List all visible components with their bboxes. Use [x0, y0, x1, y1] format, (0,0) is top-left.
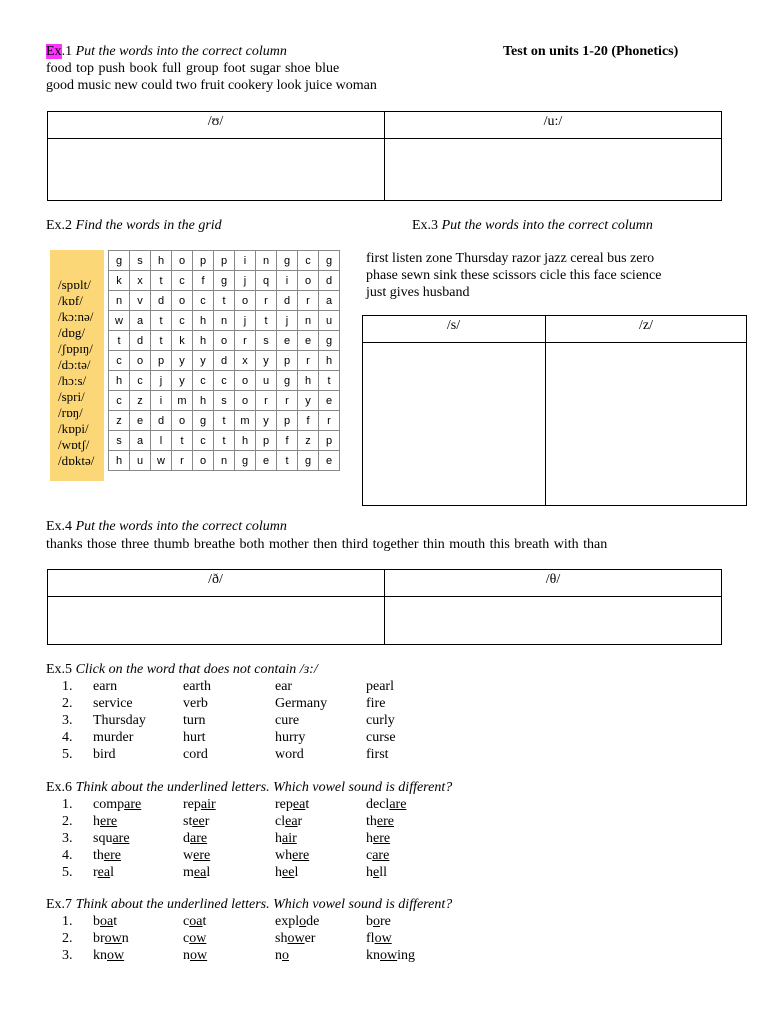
grid-cell: f: [277, 431, 298, 451]
word-option[interactable]: first: [366, 747, 389, 762]
underlined-letters: are: [112, 831, 130, 846]
grid-cell: o: [214, 331, 235, 351]
vowel-word: there: [93, 848, 121, 863]
grid-cell: o: [172, 291, 193, 311]
ipa-item: /dɒktə/: [58, 453, 95, 468]
grid-cell: j: [235, 271, 256, 291]
underlined-letters: ere: [193, 848, 211, 863]
grid-cell: o: [298, 271, 319, 291]
grid-cell: g: [277, 251, 298, 271]
grid-cell: y: [256, 411, 277, 431]
grid-cell: c: [193, 291, 214, 311]
vowel-word: knowing: [366, 948, 416, 963]
grid-row: [109, 451, 340, 471]
vowel-word: here: [93, 814, 118, 829]
grid-row: [109, 411, 340, 431]
underlined-letters: ee: [192, 814, 205, 829]
grid-cell: c: [172, 271, 193, 291]
test-title: Test on units 1-20 (Phonetics): [503, 44, 679, 59]
word-option[interactable]: Germany: [275, 696, 328, 711]
word-option[interactable]: fire: [366, 696, 386, 711]
grid-cell: f: [298, 411, 319, 431]
grid-cell: y: [298, 391, 319, 411]
grid-cell: t: [214, 291, 235, 311]
grid-cell: o: [172, 251, 193, 271]
ex1-label-number: .1: [61, 44, 73, 59]
grid-cell: h: [235, 431, 256, 451]
ex3-words-line1: first listen zone Thursday razor jazz cereal bus zero: [366, 251, 655, 266]
word-option[interactable]: ear: [275, 679, 293, 694]
ex3-table-col-divider: [545, 315, 546, 506]
grid-cell: a: [130, 431, 151, 451]
grid-cell: e: [319, 391, 340, 411]
grid-row: [109, 391, 340, 411]
ipa-item: /spɒlt/: [58, 277, 91, 292]
ex4-label: Ex.4: [46, 519, 73, 534]
grid-cell: o: [235, 371, 256, 391]
vowel-word: brown: [93, 931, 129, 946]
word-option[interactable]: murder: [93, 730, 134, 745]
vowel-word: compare: [93, 797, 142, 812]
ex4-heading: [46, 519, 287, 535]
grid-cell: c: [109, 391, 130, 411]
ex3-table: [362, 315, 747, 506]
ex1-heading: [46, 44, 287, 60]
grid-cell: j: [151, 371, 172, 391]
grid-row: [109, 271, 340, 291]
word-option[interactable]: service: [93, 696, 133, 711]
vowel-word: square: [93, 831, 130, 846]
list-number: 1.: [62, 679, 73, 694]
ipa-item: /hɔ:s/: [58, 373, 87, 388]
ex6-instruction: Think about the underlined letters. Which vowel sound is different?: [75, 780, 453, 795]
grid-cell: h: [319, 351, 340, 371]
ipa-item: /wɒtʃ/: [58, 437, 90, 452]
ex4-words: thanks those three thumb breathe both mother then third together thin mouth this breath with than: [46, 537, 608, 552]
grid-cell: e: [277, 331, 298, 351]
ipa-item: /rɒŋ/: [58, 405, 83, 420]
grid-cell: z: [130, 391, 151, 411]
ex1-words-line1: food top push book full group foot sugar shoe blue: [46, 61, 340, 76]
word-option[interactable]: cord: [183, 747, 208, 762]
grid-row: [109, 311, 340, 331]
grid-row: [109, 331, 340, 351]
underlined-letters: ow: [287, 931, 305, 946]
underlined-letters: ow: [107, 948, 125, 963]
ex3-words-line2: phase sewn sink these scissors cicle this face science: [366, 268, 662, 283]
grid-cell: o: [235, 391, 256, 411]
underlined-letters: are: [124, 797, 142, 812]
ex3-table-header-divider: [362, 342, 747, 343]
underlined-letters: ere: [103, 848, 121, 863]
grid-cell: h: [298, 371, 319, 391]
grid-cell: y: [172, 371, 193, 391]
grid-cell: h: [193, 331, 214, 351]
grid-cell: p: [277, 351, 298, 371]
vowel-word: care: [366, 848, 390, 863]
vowel-word: clear: [275, 814, 303, 829]
ex4-col2-header: /θ/: [545, 572, 561, 587]
list-number: 1.: [62, 914, 73, 929]
ex6-label: Ex.6: [46, 780, 73, 795]
grid-cell: j: [235, 311, 256, 331]
vowel-word: steer: [183, 814, 210, 829]
list-number: 1.: [62, 797, 73, 812]
grid-cell: t: [214, 431, 235, 451]
grid-cell: p: [151, 351, 172, 371]
underlined-letters: ere: [376, 814, 394, 829]
grid-cell: g: [319, 331, 340, 351]
ex7-instruction: Think about the underlined letters. Which vowel sound is different?: [75, 897, 453, 912]
underlined-letters: ea: [193, 865, 207, 880]
grid-row: [109, 351, 340, 371]
ex4-instruction: Put the words into the correct column: [75, 519, 287, 534]
grid-cell: u: [319, 311, 340, 331]
word-option[interactable]: turn: [183, 713, 206, 728]
vowel-word: coat: [183, 914, 207, 929]
underlined-letters: are: [389, 797, 407, 812]
grid-cell: r: [256, 291, 277, 311]
grid-cell: n: [214, 311, 235, 331]
underlined-letters: ere: [373, 831, 391, 846]
grid-cell: r: [172, 451, 193, 471]
grid-cell: r: [319, 411, 340, 431]
vowel-word: there: [366, 814, 394, 829]
grid-cell: e: [319, 451, 340, 471]
ex5-heading: [46, 662, 318, 678]
grid-cell: x: [130, 271, 151, 291]
vowel-word: repeat: [275, 797, 310, 812]
underlined-letters: air: [282, 831, 297, 846]
grid-cell: p: [256, 431, 277, 451]
underlined-letters: oa: [189, 914, 203, 929]
underlined-letters: ea: [292, 797, 306, 812]
grid-cell: p: [214, 251, 235, 271]
grid-cell: n: [109, 291, 130, 311]
grid-row: [109, 291, 340, 311]
grid-cell: m: [172, 391, 193, 411]
ex2-instruction: Find the words in the grid: [75, 218, 222, 233]
grid-cell: c: [130, 371, 151, 391]
grid-cell: r: [277, 391, 298, 411]
grid-cell: c: [298, 251, 319, 271]
word-option[interactable]: bird: [93, 747, 116, 762]
grid-cell: o: [172, 411, 193, 431]
word-option[interactable]: word: [275, 747, 304, 762]
grid-cell: g: [235, 451, 256, 471]
grid-cell: s: [256, 331, 277, 351]
ex3-words-line3: just gives husband: [366, 285, 470, 300]
grid-cell: k: [172, 331, 193, 351]
underlined-letters: ow: [380, 948, 398, 963]
ipa-item: /kɒpi/: [58, 421, 89, 436]
grid-cell: g: [214, 271, 235, 291]
word-option[interactable]: pearl: [366, 679, 394, 694]
grid-cell: t: [256, 311, 277, 331]
grid-cell: m: [235, 411, 256, 431]
grid-cell: t: [319, 371, 340, 391]
grid-cell: q: [256, 271, 277, 291]
grid-cell: t: [277, 451, 298, 471]
vowel-word: shower: [275, 931, 316, 946]
grid-cell: g: [193, 411, 214, 431]
grid-row: [109, 371, 340, 391]
list-number: 5.: [62, 747, 73, 762]
grid-cell: j: [277, 311, 298, 331]
grid-cell: p: [277, 411, 298, 431]
grid-cell: a: [319, 291, 340, 311]
grid-cell: c: [172, 311, 193, 331]
word-option[interactable]: cure: [275, 713, 300, 728]
grid-cell: i: [151, 391, 172, 411]
list-number: 4.: [62, 730, 73, 745]
grid-cell: l: [151, 431, 172, 451]
grid-cell: d: [151, 291, 172, 311]
grid-cell: p: [319, 431, 340, 451]
ipa-item: /spri/: [58, 389, 85, 404]
grid-cell: e: [130, 411, 151, 431]
underlined-letters: ee: [282, 865, 295, 880]
vowel-word: know: [93, 948, 125, 963]
ipa-item: /kɔ:nə/: [58, 309, 94, 324]
ex3-instruction: Put the words into the correct column: [441, 218, 653, 233]
grid-cell: u: [256, 371, 277, 391]
ex3-col2-header: /z/: [639, 318, 653, 333]
vowel-word: hell: [366, 865, 387, 880]
grid-cell: t: [109, 331, 130, 351]
grid-cell: i: [277, 271, 298, 291]
grid-row: [109, 251, 340, 271]
grid-cell: a: [130, 311, 151, 331]
ipa-item: /dɒg/: [58, 325, 86, 340]
grid-cell: f: [193, 271, 214, 291]
vowel-word: bore: [366, 914, 391, 929]
vowel-word: meal: [183, 865, 211, 880]
grid-cell: t: [151, 271, 172, 291]
grid-cell: h: [193, 311, 214, 331]
ex2-heading: [46, 218, 222, 234]
grid-cell: c: [193, 371, 214, 391]
word-option[interactable]: earth: [183, 679, 211, 694]
grid-cell: d: [319, 271, 340, 291]
list-number: 2.: [62, 931, 73, 946]
grid-cell: o: [130, 351, 151, 371]
grid-cell: t: [214, 411, 235, 431]
vowel-word: real: [93, 865, 114, 880]
grid-cell: d: [151, 411, 172, 431]
grid-cell: d: [214, 351, 235, 371]
underlined-letters: ow: [189, 931, 207, 946]
ex1-label-highlight: Ex: [46, 44, 62, 59]
vowel-word: cow: [183, 931, 207, 946]
vowel-word: explode: [275, 914, 320, 929]
ex3-heading: [412, 218, 653, 234]
grid-cell: n: [298, 311, 319, 331]
ex1-col1-header: /ʊ/: [207, 114, 224, 129]
grid-cell: e: [256, 451, 277, 471]
ex3-label: Ex.3: [412, 218, 439, 233]
vowel-word: flow: [366, 931, 392, 946]
grid-cell: c: [214, 371, 235, 391]
underlined-letters: ere: [292, 848, 310, 863]
grid-cell: r: [256, 391, 277, 411]
grid-cell: d: [130, 331, 151, 351]
grid-cell: s: [109, 431, 130, 451]
vowel-word: here: [366, 831, 391, 846]
grid-cell: r: [298, 351, 319, 371]
list-number: 3.: [62, 831, 73, 846]
grid-cell: h: [193, 391, 214, 411]
list-number: 2.: [62, 814, 73, 829]
grid-cell: o: [193, 451, 214, 471]
grid-cell: h: [151, 251, 172, 271]
grid-cell: n: [214, 451, 235, 471]
word-option[interactable]: hurt: [183, 730, 206, 745]
ipa-word-list: [50, 250, 104, 481]
grid-cell: c: [109, 351, 130, 371]
vowel-word: repair: [183, 797, 216, 812]
grid-cell: z: [298, 431, 319, 451]
grid-cell: d: [277, 291, 298, 311]
grid-cell: o: [235, 291, 256, 311]
grid-cell: i: [235, 251, 256, 271]
ex6-heading: [46, 780, 452, 796]
underlined-letters: o: [373, 914, 380, 929]
vowel-word: were: [183, 848, 211, 863]
grid-cell: y: [172, 351, 193, 371]
grid-cell: g: [277, 371, 298, 391]
list-number: 2.: [62, 696, 73, 711]
grid-cell: y: [193, 351, 214, 371]
vowel-word: where: [275, 848, 310, 863]
list-number: 3.: [62, 948, 73, 963]
ex1-instruction: Put the words into the correct column: [75, 44, 287, 59]
vowel-word: now: [183, 948, 208, 963]
word-option[interactable]: curse: [366, 730, 396, 745]
ex7-heading: [46, 897, 452, 913]
ipa-item: /ʃɒpɪŋ/: [58, 341, 93, 356]
word-option[interactable]: verb: [183, 696, 208, 711]
vowel-word: declare: [366, 797, 407, 812]
grid-cell: w: [151, 451, 172, 471]
underlined-letters: ow: [104, 931, 122, 946]
list-number: 4.: [62, 848, 73, 863]
grid-cell: r: [235, 331, 256, 351]
underlined-letters: ow: [190, 948, 208, 963]
grid-cell: g: [298, 451, 319, 471]
ex3-col1-header: /s/: [446, 318, 461, 333]
grid-cell: p: [193, 251, 214, 271]
underlined-letters: o: [282, 948, 289, 963]
word-option[interactable]: Thursday: [93, 713, 146, 728]
vowel-word: boat: [93, 914, 118, 929]
word-option[interactable]: earn: [93, 679, 118, 694]
grid-cell: u: [130, 451, 151, 471]
word-search-grid: [108, 250, 340, 471]
grid-cell: r: [298, 291, 319, 311]
underlined-letters: ea: [285, 814, 298, 829]
underlined-letters: air: [200, 797, 216, 812]
grid-cell: s: [130, 251, 151, 271]
word-option[interactable]: curly: [366, 713, 395, 728]
underlined-letters: e: [373, 865, 380, 880]
grid-cell: t: [151, 331, 172, 351]
underlined-letters: are: [190, 831, 208, 846]
underlined-letters: ea: [97, 865, 111, 880]
grid-cell: t: [172, 431, 193, 451]
grid-cell: n: [256, 251, 277, 271]
grid-cell: v: [130, 291, 151, 311]
grid-cell: x: [235, 351, 256, 371]
ex2-label: Ex.2: [46, 218, 73, 233]
ipa-item: /kɒf/: [58, 293, 83, 308]
underlined-letters: o: [299, 914, 307, 929]
ex5-label: Ex.5: [46, 662, 73, 677]
underlined-letters: ere: [100, 814, 118, 829]
word-option[interactable]: hurry: [275, 730, 306, 745]
grid-cell: h: [109, 451, 130, 471]
list-number: 5.: [62, 865, 73, 880]
underlined-letters: ow: [374, 931, 392, 946]
grid-cell: y: [256, 351, 277, 371]
grid-cell: z: [109, 411, 130, 431]
ex1-col2-header: /u:/: [543, 114, 563, 129]
vowel-word: dare: [183, 831, 208, 846]
grid-cell: c: [193, 431, 214, 451]
grid-cell: k: [109, 271, 130, 291]
ex4-col1-header: /ð/: [208, 572, 223, 587]
vowel-word: hair: [275, 831, 297, 846]
ipa-item: /dɔ:tə/: [58, 357, 91, 372]
vowel-word: heel: [275, 865, 299, 880]
grid-row: [109, 431, 340, 451]
underlined-letters: oa: [100, 914, 114, 929]
vowel-word: no: [275, 948, 289, 963]
grid-cell: h: [109, 371, 130, 391]
grid-cell: g: [109, 251, 130, 271]
grid-cell: w: [109, 311, 130, 331]
ex5-instruction: Click on the word that does not contain /ɜ:/: [75, 662, 318, 677]
grid-cell: s: [214, 391, 235, 411]
grid-cell: g: [319, 251, 340, 271]
ex7-label: Ex.7: [46, 897, 73, 912]
list-number: 3.: [62, 713, 73, 728]
underlined-letters: are: [372, 848, 390, 863]
grid-cell: e: [298, 331, 319, 351]
ex1-words-line2: good music new could two fruit cookery look juice woman: [46, 78, 377, 93]
grid-cell: t: [151, 311, 172, 331]
